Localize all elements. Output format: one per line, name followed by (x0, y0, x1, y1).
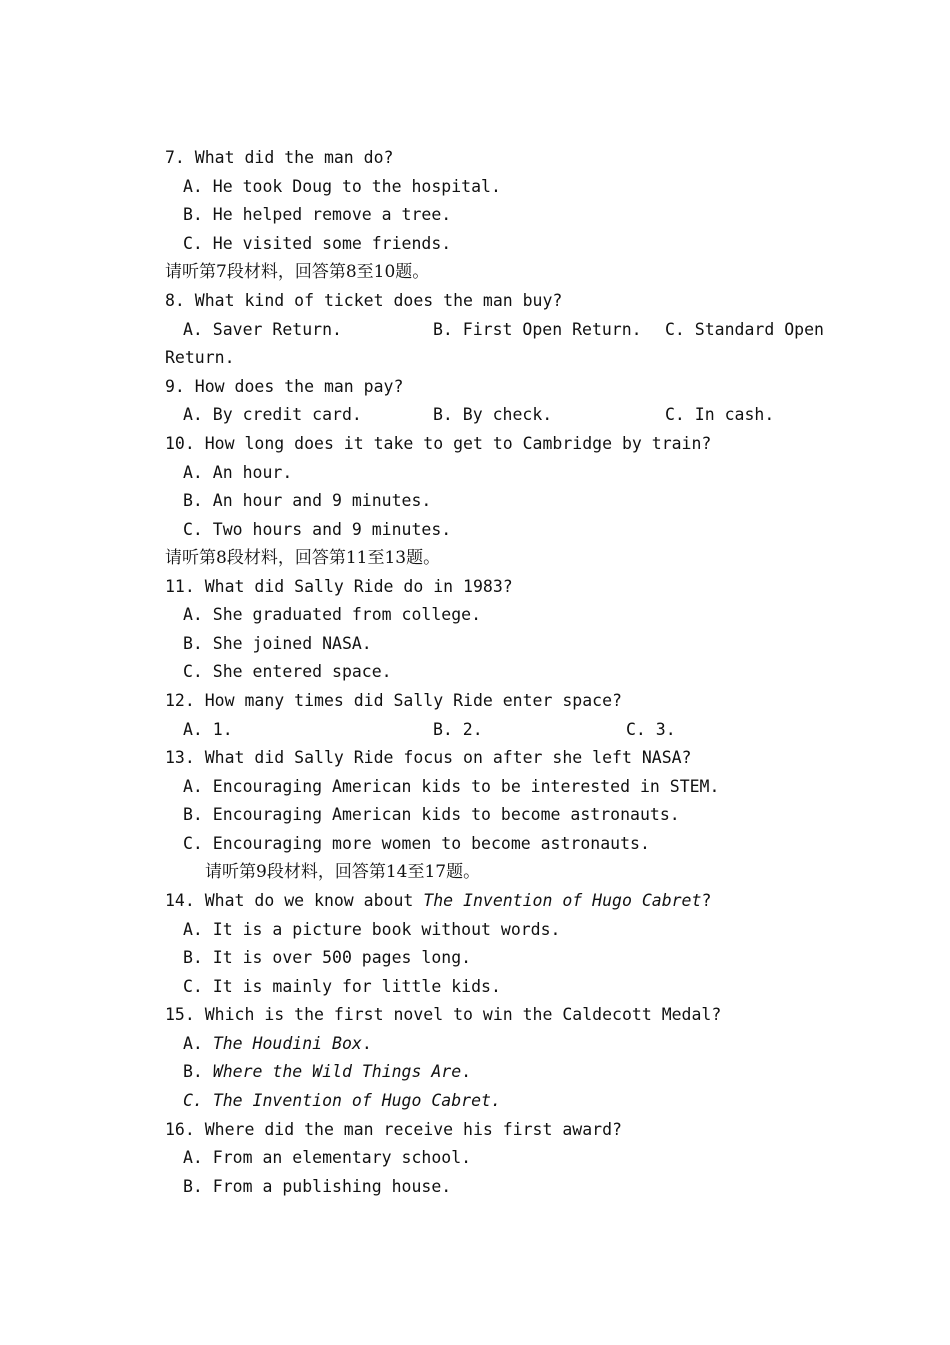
question-11-stem: 11. What did Sally Ride do in 1983? (165, 577, 513, 596)
question-12-option-b: B. 2. (433, 720, 483, 739)
question-7-option-a: A. He took Doug to the hospital. (183, 177, 501, 196)
section-8-instruction: 请听第8段材料，回答第11至13题。 (165, 548, 441, 568)
question-8-option-a: A. Saver Return. (183, 320, 342, 339)
question-16-option-b: B. From a publishing house. (183, 1177, 452, 1196)
question-16-option-a: A. From an elementary school. (183, 1148, 472, 1167)
question-10-option-b: B. An hour and 9 minutes. (183, 491, 432, 510)
question-9-option-b: B. By check. (433, 405, 553, 424)
question-9-option-c: C. In cash. (665, 405, 775, 424)
question-10-option-c: C. Two hours and 9 minutes. (183, 520, 452, 539)
option-letter: C. (183, 1091, 213, 1110)
question-15-option-a (183, 1034, 372, 1054)
question-9-stem: 9. How does the man pay? (165, 377, 404, 396)
question-7-stem: 7. What did the man do? (165, 148, 394, 167)
question-8-option-c-wrap: Return. (165, 348, 235, 367)
section-7-instruction: 请听第7段材料，回答第8至10题。 (165, 262, 430, 282)
question-7-option-b: B. He helped remove a tree. (183, 205, 452, 224)
question-14-option-b: B. It is over 500 pages long. (183, 948, 472, 967)
book-title: The Invention of Hugo Cabret (423, 891, 702, 910)
question-11-option-c: C. She entered space. (183, 662, 392, 681)
book-title: The Invention of Hugo Cabret (212, 1091, 491, 1110)
question-14-option-a: A. It is a picture book without words. (183, 920, 561, 939)
option-end: . (461, 1062, 472, 1081)
question-11-option-a: A. She graduated from college. (183, 605, 482, 624)
question-8-option-b: B. First Open Return. (433, 320, 642, 339)
question-12-option-a: A. 1. (183, 720, 233, 739)
book-title: Where the Wild Things Are (212, 1062, 462, 1081)
question-9-option-a: A. By credit card. (183, 405, 362, 424)
question-mark: ? (701, 891, 712, 910)
question-14-option-c: C. It is mainly for little kids. (183, 977, 501, 996)
question-8-option-c: C. Standard Open (665, 320, 824, 339)
option-end: . (361, 1034, 372, 1053)
section-9-instruction: 请听第9段材料，回答第14至17题。 (205, 862, 481, 882)
question-12-stem: 12. How many times did Sally Ride enter space? (165, 691, 622, 710)
question-13-option-b: B. Encouraging American kids to become astronauts. (183, 805, 680, 824)
question-14-stem (165, 891, 711, 911)
question-15-option-b (183, 1062, 471, 1082)
question-13-option-a: A. Encouraging American kids to be interested in STEM. (183, 777, 720, 796)
question-15-option-c (183, 1091, 501, 1111)
question-16-stem: 16. Where did the man receive his first award? (165, 1120, 622, 1139)
question-11-option-b: B. She joined NASA. (183, 634, 372, 653)
question-10-option-a: A. An hour. (183, 463, 293, 482)
option-letter: B. (183, 1062, 213, 1081)
option-letter: A. (183, 1034, 213, 1053)
question-15-stem: 15. Which is the first novel to win the Caldecott Medal? (165, 1005, 722, 1024)
question-13-stem: 13. What did Sally Ride focus on after she left NASA? (165, 748, 692, 767)
question-12-option-c: C. 3. (626, 720, 676, 739)
question-10-stem: 10. How long does it take to get to Cambridge by train? (165, 434, 712, 453)
question-7-option-c: C. He visited some friends. (183, 234, 452, 253)
question-14-stem-text: 14. What do we know about (165, 891, 424, 910)
question-8-stem: 8. What kind of ticket does the man buy? (165, 291, 563, 310)
question-13-option-c: C. Encouraging more women to become astronauts. (183, 834, 650, 853)
option-end: . (490, 1091, 501, 1110)
book-title: The Houdini Box (212, 1034, 362, 1053)
